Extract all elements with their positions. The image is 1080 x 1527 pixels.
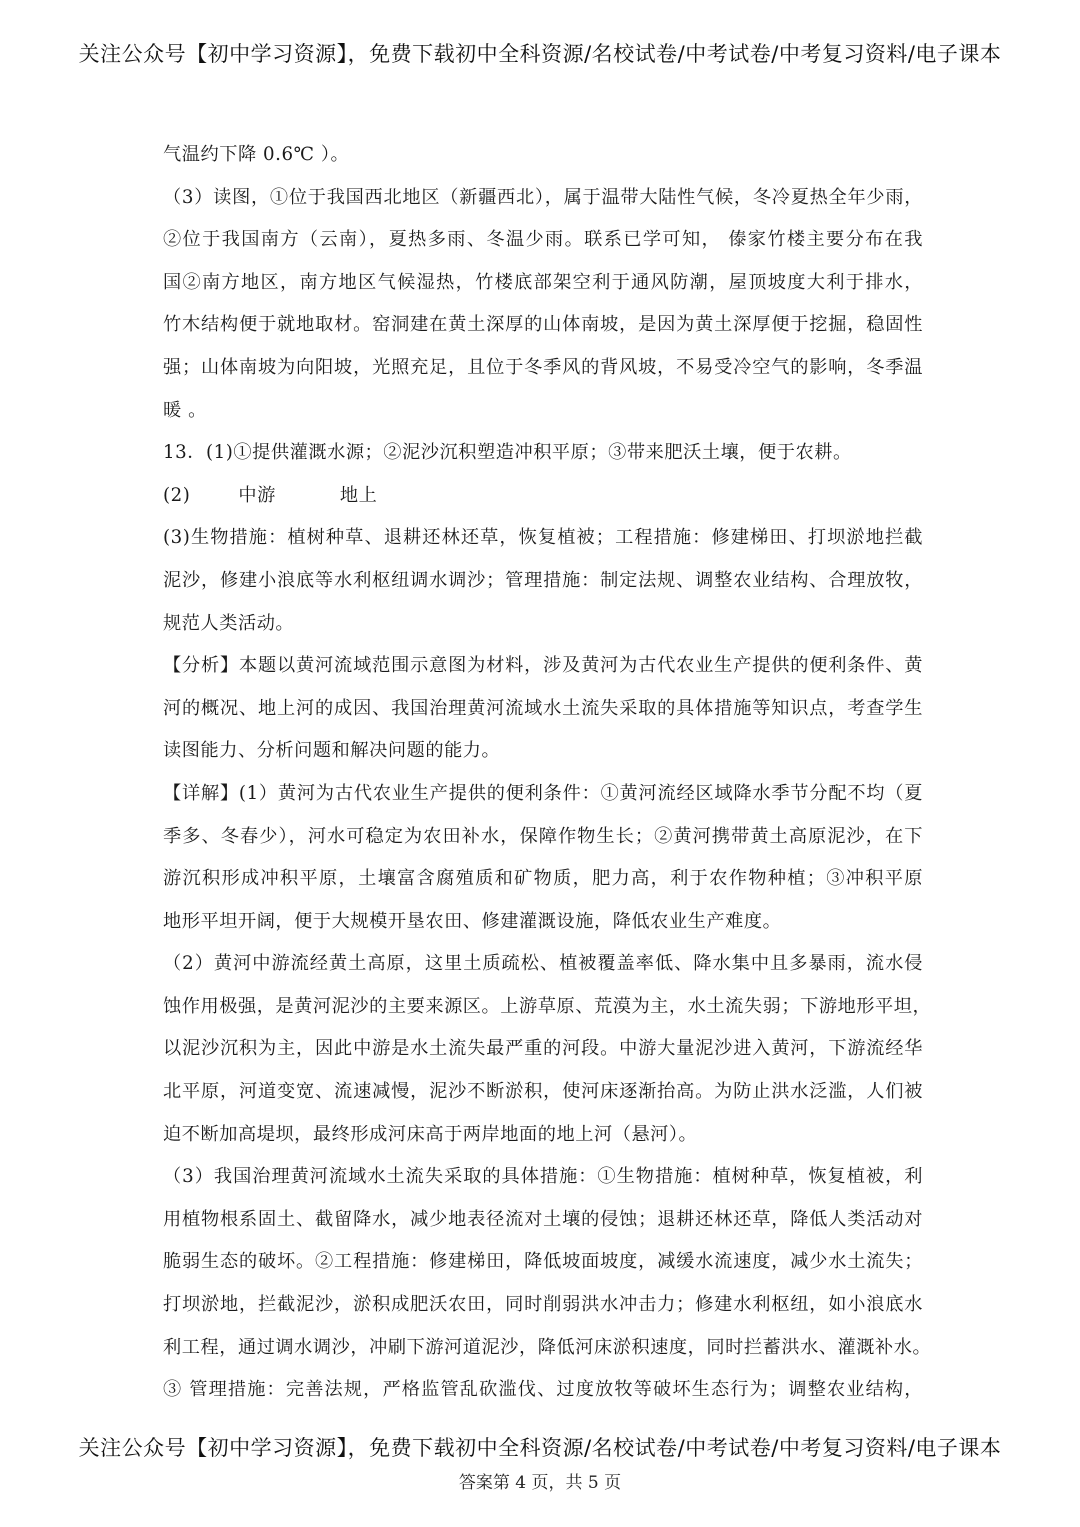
explanation-line: 季多、冬春少），河水可稳定为农田补水，保障作物生长；②黄河携带黄土高原泥沙，在下 bbox=[163, 825, 923, 847]
explanation-line: 以泥沙沉积为主，因此中游是水土流失最严重的河段。中游大量泥沙进入黄河，下游流经华 bbox=[163, 1038, 923, 1060]
explanation-line: 地形平坦开阔，便于大规模开垦农田、修建灌溉设施，降低农业生产难度。 bbox=[163, 910, 782, 932]
text-line: 强；山体南坡为向阳坡，光照充足，且位于冬季风的背风坡，不易受冷空气的影响，冬季温 bbox=[163, 356, 923, 378]
explanation-line: 用植物根系固土、截留降水，减少地表径流对土壤的侵蚀；退耕还林还草，降低人类活动对 bbox=[163, 1208, 923, 1230]
answer-2-blank-2: 地上 bbox=[339, 484, 378, 506]
text-line: 泥沙，修建小浪底等水利枢纽调水调沙；管理措施：制定法规、调整农业结构、合理放牧， bbox=[163, 569, 923, 591]
explanation-line: （2）黄河中游流经黄土高原，这里土质疏松、植被覆盖率低、降水集中且多暴雨，流水侵 bbox=[163, 953, 923, 975]
analysis-line: 读图能力、分析问题和解决问题的能力。 bbox=[163, 740, 501, 762]
text-line: 气温约下降 0.6℃ ）。 bbox=[163, 144, 350, 165]
text-line: 规范人类活动。 bbox=[163, 612, 295, 634]
analysis-line: 河的概况、地上河的成因、我国治理黄河流域水土流失采取的具体措施等知识点，考查学生 bbox=[163, 697, 923, 719]
answer-2-blank-1: 中游 bbox=[238, 484, 276, 506]
text-line: 暖 。 bbox=[163, 399, 207, 421]
explanation-line: 北平原，河道变宽、流速减慢，泥沙不断淤积，使河床逐渐抬高。为防止洪水泛滥，人们被 bbox=[163, 1081, 923, 1103]
explanation-line: 利工程，通过调水调沙，冲刷下游河道泥沙，降低河床淤积速度，同时拦蓄洪水、灌溉补水。 bbox=[163, 1336, 932, 1358]
text-line: （3）读图，①位于我国西北地区（新疆西北），属于温带大陆性气候，冬冷夏热全年少雨， bbox=[163, 186, 923, 208]
footer-banner: 关注公众号【初中学习资源】，免费下载初中全科资源/名校试卷/中考试卷/中考复习资料/电子课本 bbox=[78, 1436, 1002, 1460]
text-line: ②位于我国南方（云南），夏热多雨、冬温少雨。联系已学可知， 傣家竹楼主要分布在我 bbox=[163, 229, 923, 251]
explanation-line: 迫不断加高堤坝，最终形成河床高于两岸地面的地上河（悬河）。 bbox=[163, 1123, 698, 1145]
text-line: 竹木结构便于就地取材。窑洞建在黄土深厚的山体南坡，是因为黄土深厚便于挖掘，稳固性 bbox=[163, 314, 923, 336]
explanation-line: （3）我国治理黄河流域水土流失采取的具体措施：①生物措施：植树种草，恢复植被，利 bbox=[163, 1166, 923, 1188]
explanation-line: 游沉积形成冲积平原，土壤富含腐殖质和矿物质，肥力高，利于农作物种植；③冲积平原 bbox=[163, 868, 923, 890]
answer-2-label: (2) bbox=[163, 484, 191, 506]
answer-2-line bbox=[163, 475, 923, 518]
analysis-line: 【分析】本题以黄河流域范围示意图为材料，涉及黄河为古代农业生产提供的便利条件、黄 bbox=[163, 655, 923, 677]
text-line: 13．(1)①提供灌溉水源；②泥沙沉积塑造冲积平原；③带来肥沃土壤，便于农耕。 bbox=[163, 442, 852, 464]
explanation-line: 蚀作用极强，是黄河泥沙的主要来源区。上游草原、荒漠为主，水土流失弱；下游地形平坦， bbox=[163, 995, 932, 1017]
explanation-line: 脆弱生态的破坏。②工程措施：修建梯田，降低坡面坡度，减缓水流速度，减少水土流失； bbox=[163, 1251, 923, 1273]
text-line: (3)生物措施：植树种草、退耕还林还草，恢复植被；工程措施：修建梯田、打坝淤地拦截 bbox=[163, 527, 923, 549]
explanation-line: 【详解】(1）黄河为古代农业生产提供的便利条件：①黄河流经区域降水季节分配不均（夏 bbox=[163, 782, 923, 804]
header-banner: 关注公众号【初中学习资源】，免费下载初中全科资源/名校试卷/中考试卷/中考复习资料/电子课本 bbox=[78, 42, 1002, 66]
explanation-line: ③ 管理措施：完善法规，严格监管乱砍滥伐、过度放牧等破坏生态行为；调整农业结构， bbox=[163, 1379, 923, 1401]
text-line: 国②南方地区，南方地区气候湿热，竹楼底部架空利于通风防潮，屋顶坡度大利于排水， bbox=[163, 271, 923, 293]
explanation-line: 打坝淤地，拦截泥沙，淤积成肥沃农田，同时削弱洪水冲击力；修建水利枢纽，如小浪底水 bbox=[163, 1294, 923, 1316]
answer-text-body bbox=[163, 134, 932, 1412]
page-number: 答案第 4 页，共 5 页 bbox=[458, 1473, 622, 1493]
